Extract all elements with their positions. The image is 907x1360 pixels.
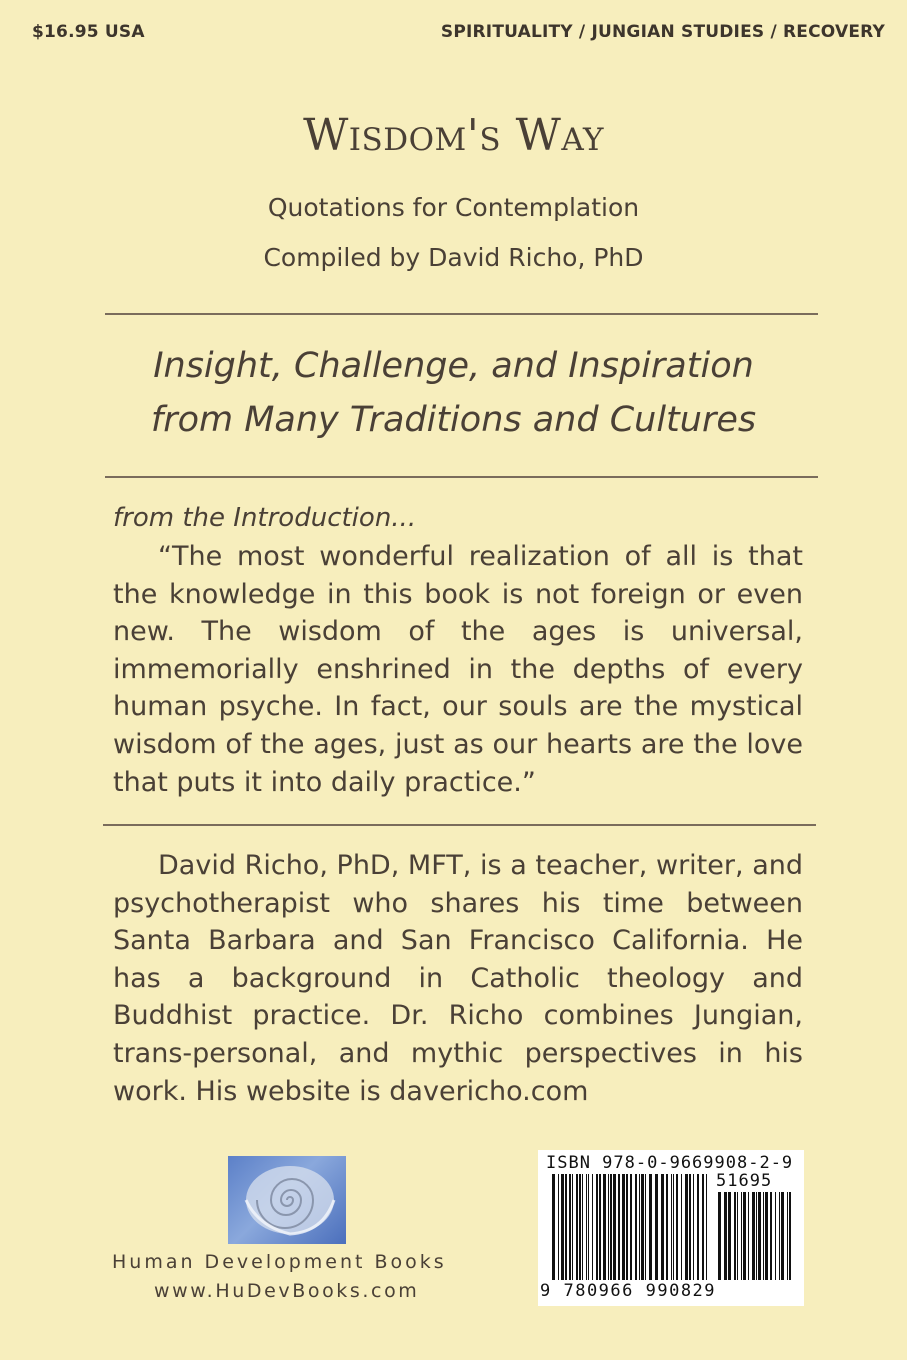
barcode-bar	[743, 1192, 746, 1280]
barcode-bar	[622, 1174, 625, 1280]
barcode-bar	[737, 1192, 738, 1280]
barcode-bar	[596, 1174, 598, 1280]
barcode-bar	[572, 1174, 573, 1280]
barcode-bar	[569, 1174, 571, 1280]
barcode-bar	[673, 1174, 674, 1280]
author-bio	[113, 847, 803, 1110]
tagline-line-2: from Many Traditions and Cultures	[150, 400, 757, 440]
barcode-bar	[561, 1174, 564, 1280]
barcode-bar	[770, 1192, 772, 1280]
barcode-bar	[645, 1174, 646, 1280]
compiler-credit: Compiled by David Richo, PhD	[263, 243, 644, 272]
divider	[103, 824, 816, 826]
barcode-bar	[756, 1192, 757, 1280]
barcode-bar	[641, 1174, 644, 1280]
intro-quote-text: “The most wonderful realization of all is that the knowledge in this book is not foreign or even new. The wisdom of the ages is universal, immemorially enshrined in the depths of every human psyche. In fact, our souls are the mystical wisdom of the ages, just as our hearts are the love that puts it into daily practice.”	[113, 541, 803, 798]
category-label: SPIRITUALITY / JUNGIAN STUDIES / RECOVERY	[440, 22, 885, 42]
divider	[105, 476, 818, 478]
barcode-bar	[702, 1174, 704, 1280]
barcode-bar	[626, 1174, 628, 1280]
barcode-bar	[630, 1174, 632, 1280]
barcode-bar	[697, 1174, 699, 1280]
barcode-bar	[649, 1174, 652, 1280]
barcode-bar	[781, 1192, 784, 1280]
barcode-bar	[608, 1174, 609, 1280]
ean-digits: 9 780966 990829	[540, 1281, 717, 1301]
nautilus-shell-icon	[228, 1156, 346, 1244]
barcode-bar	[734, 1192, 736, 1280]
tagline-line-1: Insight, Challenge, and Inspiration	[153, 346, 754, 386]
barcode-bar	[618, 1174, 620, 1280]
barcode-bar	[779, 1192, 780, 1280]
barcode-bar	[676, 1174, 678, 1280]
barcode-bar	[787, 1192, 788, 1280]
barcode-bar	[586, 1174, 587, 1280]
isbn-barcode	[538, 1150, 804, 1306]
publisher-logo	[228, 1156, 346, 1244]
barcode-bar	[741, 1192, 742, 1280]
barcode-bar	[671, 1174, 672, 1280]
barcode-bar	[599, 1174, 601, 1280]
barcode-bar	[666, 1174, 668, 1280]
barcode-bar	[775, 1192, 776, 1280]
barcode-bar	[765, 1192, 768, 1280]
isbn-label: ISBN 978-0-9669908-2-9	[546, 1153, 794, 1173]
barcode-bar	[789, 1192, 791, 1280]
barcode-bar	[582, 1174, 583, 1280]
barcode-bar	[565, 1174, 567, 1280]
barcode-bar	[639, 1174, 640, 1280]
barcode-bar	[603, 1174, 606, 1280]
barcode-bar	[693, 1174, 694, 1280]
divider	[105, 313, 818, 315]
price-code: 51695	[716, 1171, 773, 1191]
barcode-bar	[689, 1174, 691, 1280]
book-subtitle: Quotations for Contemplation	[267, 193, 640, 222]
barcode-bar	[588, 1174, 589, 1280]
barcode-bar	[728, 1192, 731, 1280]
barcode-bar	[592, 1174, 593, 1280]
barcode-bar	[655, 1174, 658, 1280]
author-bio-text: David Richo, PhD, MFT, is a teacher, writer, and psychotherapist who shares his time between Santa Barbara and San Francisco California. He has a background in Catholic theology and Buddhist practice. Dr. Richo combines Jungian, trans-personal, and mythic perspectives in his work. His website is davericho.com	[113, 850, 803, 1107]
intro-quote	[113, 538, 803, 801]
barcode-bar	[552, 1174, 555, 1280]
publisher-name: Human Development Books	[112, 1251, 447, 1273]
barcode-bar	[752, 1192, 755, 1280]
barcode-bar	[685, 1174, 688, 1280]
barcode-bar	[613, 1174, 616, 1280]
barcode-bar	[748, 1192, 749, 1280]
barcode-bar	[576, 1174, 578, 1280]
publisher-website: www.HuDevBooks.com	[154, 1280, 420, 1302]
intro-heading: from the Introduction...	[113, 503, 417, 533]
barcode-bar	[718, 1192, 721, 1280]
barcode-bar	[763, 1192, 764, 1280]
barcode-bar	[558, 1174, 559, 1280]
barcode-bar	[635, 1174, 637, 1280]
barcode-addon-bars	[718, 1192, 796, 1280]
barcode-bar	[579, 1174, 581, 1280]
barcode-bar	[706, 1174, 707, 1280]
barcode-bar	[681, 1174, 682, 1280]
book-title: Wisdom's Way	[303, 110, 604, 161]
barcode-bar	[661, 1174, 664, 1280]
barcode-bar	[610, 1174, 612, 1280]
barcode-bar	[758, 1192, 761, 1280]
barcode-bar	[724, 1192, 727, 1280]
price-label: $16.95 USA	[32, 22, 145, 42]
barcode-bars	[552, 1174, 712, 1280]
